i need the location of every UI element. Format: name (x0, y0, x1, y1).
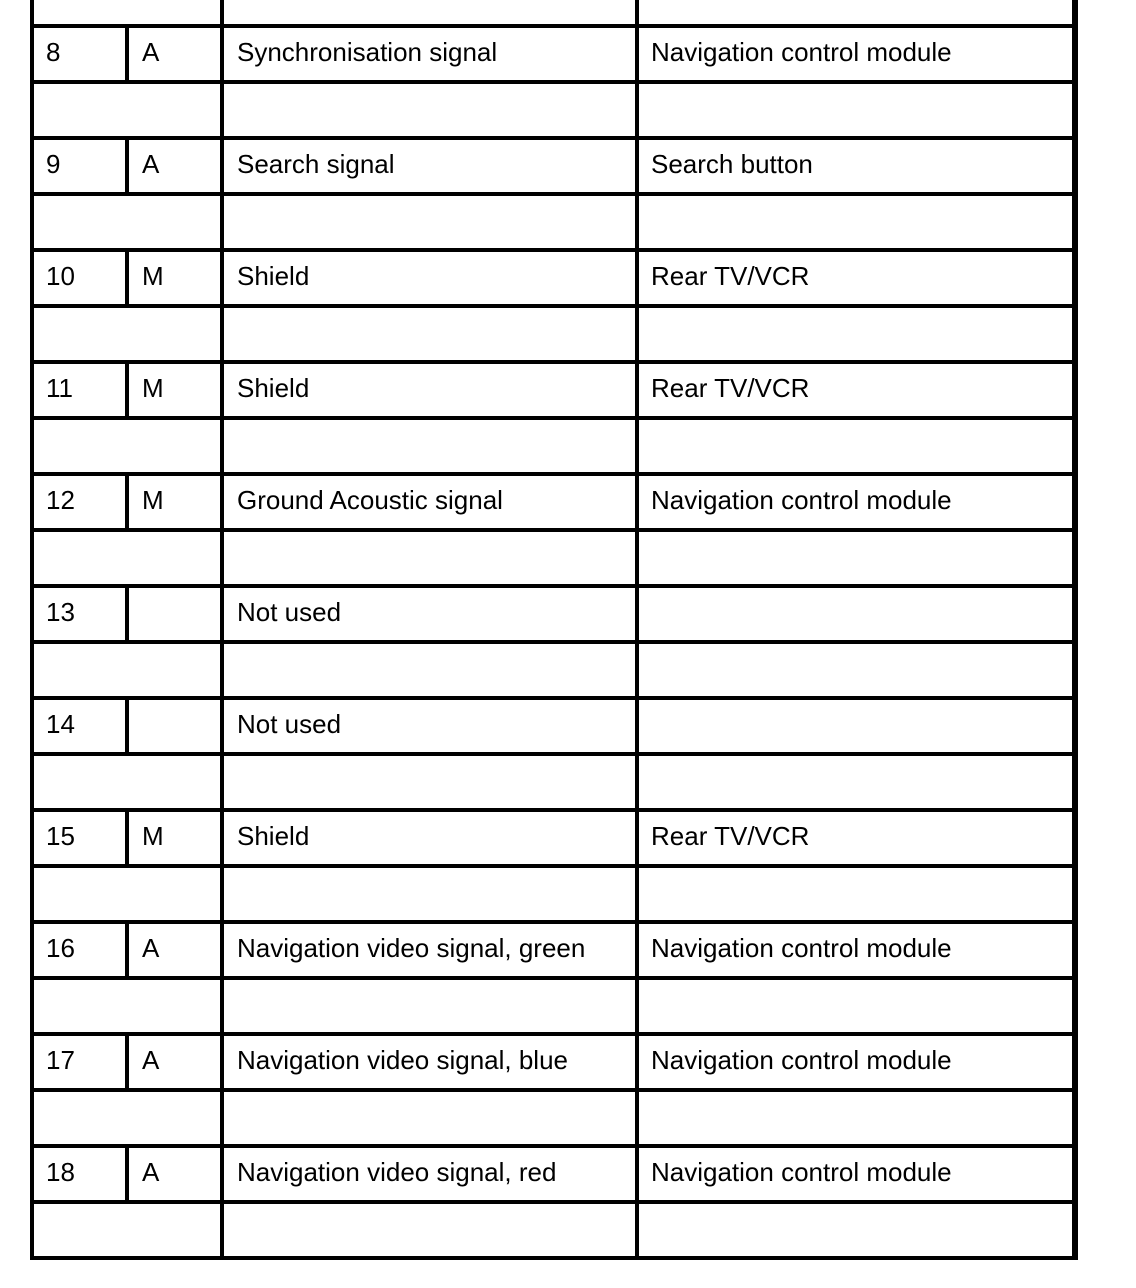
grid-horizontal-line (30, 1256, 1078, 1260)
pin-type: M (142, 373, 164, 403)
pin-type: A (142, 149, 160, 179)
pin-destination: Rear TV/VCR (651, 821, 810, 851)
pin-destination: Navigation control module (651, 933, 952, 963)
pin-destination: Rear TV/VCR (651, 373, 810, 403)
pin-destination: Rear TV/VCR (651, 261, 810, 291)
pin-description: Shield (237, 261, 310, 291)
grid-horizontal-line (30, 864, 1078, 868)
table-row (30, 360, 1078, 416)
grid-horizontal-line (30, 1200, 1078, 1204)
pin-type: A (142, 933, 160, 963)
pin-number: 16 (46, 933, 75, 963)
pin-number: 9 (46, 149, 61, 179)
pin-description: Not used (237, 597, 342, 627)
grid-horizontal-line (30, 80, 1078, 84)
pin-destination: Navigation control module (651, 485, 952, 515)
grid-horizontal-line (30, 976, 1078, 980)
grid-horizontal-line (30, 640, 1078, 644)
grid-horizontal-line (30, 416, 1078, 420)
pin-number: 10 (46, 261, 75, 291)
pin-number: 11 (46, 373, 73, 403)
grid-horizontal-line (30, 752, 1078, 756)
pin-number: 14 (46, 709, 75, 739)
pin-type: A (142, 1157, 160, 1187)
pin-type: M (142, 485, 164, 515)
pin-description: Shield (237, 821, 310, 851)
pin-number: 12 (46, 485, 75, 515)
pin-destination: Navigation control module (651, 37, 952, 67)
table-row (30, 24, 1078, 80)
table-row (30, 584, 1078, 640)
pin-number: 13 (46, 597, 75, 627)
table-row (30, 248, 1078, 304)
pin-number: 17 (46, 1045, 75, 1075)
pin-description: Synchronisation signal (237, 37, 498, 67)
table-row (30, 696, 1078, 752)
pin-description: Search signal (237, 149, 395, 179)
pin-description: Navigation video signal, green (237, 933, 586, 963)
pin-table (30, 0, 1078, 1262)
pin-destination: Navigation control module (651, 1157, 952, 1187)
pin-description: Shield (237, 373, 310, 403)
grid-horizontal-line (30, 528, 1078, 532)
table-row (30, 920, 1078, 976)
pin-description: Navigation video signal, red (237, 1157, 557, 1187)
pin-type: M (142, 261, 164, 291)
table-row (30, 1032, 1078, 1088)
pin-description: Navigation video signal, blue (237, 1045, 568, 1075)
grid-horizontal-line (30, 192, 1078, 196)
pin-description: Ground Acoustic signal (237, 485, 503, 515)
table-row (30, 1144, 1078, 1200)
pin-destination: Navigation control module (651, 1045, 952, 1075)
pin-number: 18 (46, 1157, 75, 1187)
grid-horizontal-line (30, 304, 1078, 308)
grid-horizontal-line (30, 1088, 1078, 1092)
pin-destination: Search button (651, 149, 813, 179)
pin-type: A (142, 37, 160, 67)
pin-type: A (142, 1045, 160, 1075)
pin-description: Not used (237, 709, 342, 739)
table-row (30, 136, 1078, 192)
table-row (30, 472, 1078, 528)
pin-number: 8 (46, 37, 61, 67)
table-row (30, 808, 1078, 864)
pin-type: M (142, 821, 164, 851)
pin-number: 15 (46, 821, 75, 851)
